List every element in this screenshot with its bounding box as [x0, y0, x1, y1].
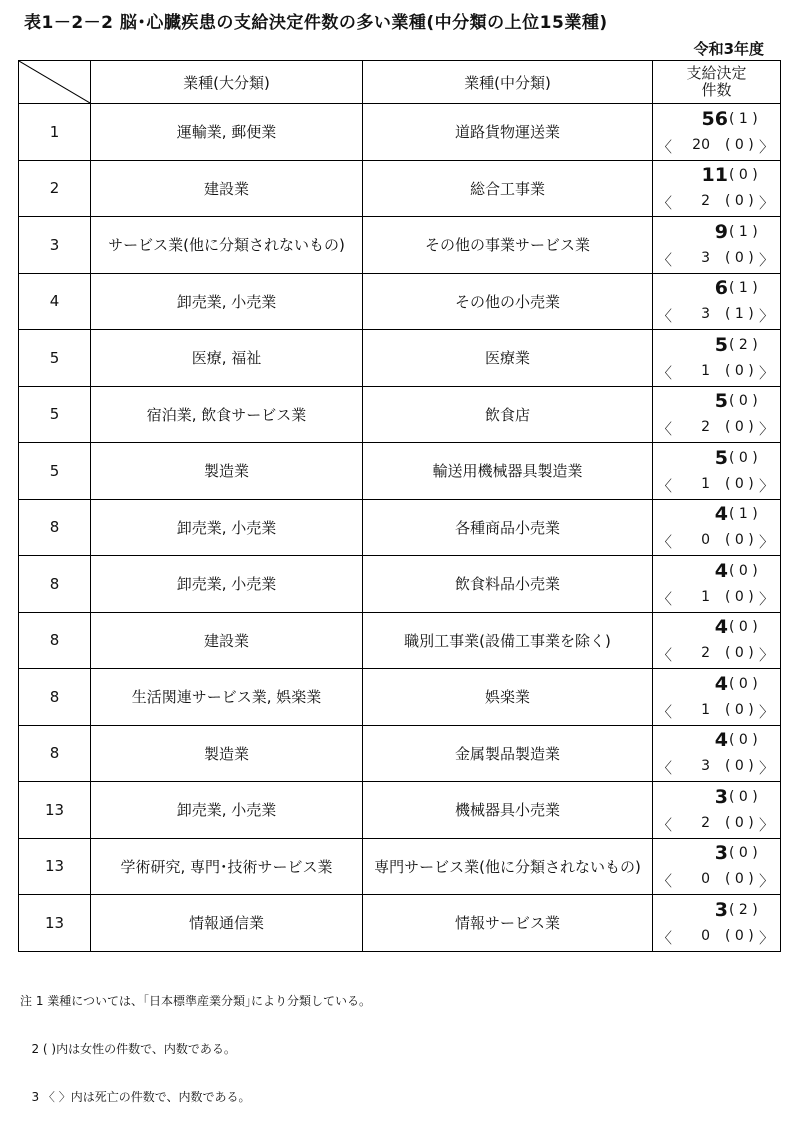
count-cell [653, 669, 781, 726]
total-count: 3 [714, 898, 728, 921]
death-bracket-close: 〉 [758, 476, 774, 495]
count-bottom-line [653, 866, 780, 892]
rank-cell: 13 [19, 782, 91, 839]
total-count: 4 [714, 503, 728, 526]
rank-cell: 5 [19, 386, 91, 443]
death-count: 0 [701, 532, 710, 549]
rank-cell: 13 [19, 895, 91, 952]
table-title: 表1－2－2 脳･心臓疾患の支給決定件数の多い業種(中分類の上位15業種) [24, 13, 608, 33]
death-bracket-close: 〉 [758, 928, 774, 947]
death-bracket-open: 〈 [657, 420, 673, 439]
count-bottom-line [653, 414, 780, 440]
major-category-cell: 生活関連サービス業, 娯楽業 [91, 669, 363, 726]
count-bottom-line [653, 753, 780, 779]
middle-category-cell: その他の小売業 [363, 273, 653, 330]
death-female-count: ( 0 ) [725, 136, 754, 153]
female-count: ( 1 ) [729, 506, 758, 523]
female-count: ( 0 ) [729, 393, 758, 410]
death-count: 1 [701, 701, 710, 718]
major-category-cell: 卸売業, 小売業 [91, 273, 363, 330]
table-row [19, 612, 781, 669]
count-cell [653, 895, 781, 952]
total-count: 5 [714, 446, 728, 469]
death-bracket-open: 〈 [657, 307, 673, 326]
death-bracket-close: 〉 [758, 872, 774, 891]
death-bracket-open: 〈 [657, 476, 673, 495]
total-count: 11 [701, 164, 728, 187]
count-top-line [653, 614, 780, 640]
death-bracket-open: 〈 [657, 533, 673, 552]
death-count: 1 [701, 588, 710, 605]
total-count: 3 [714, 785, 728, 808]
death-count: 2 [701, 814, 710, 831]
major-category-cell: サービス業(他に分類されないもの) [91, 217, 363, 274]
footnotes [20, 961, 371, 1121]
death-count: 3 [701, 306, 710, 323]
middle-category-cell: 医療業 [363, 330, 653, 387]
death-bracket-close: 〉 [758, 307, 774, 326]
rank-cell: 8 [19, 669, 91, 726]
rank-cell: 5 [19, 443, 91, 500]
death-bracket-close: 〉 [758, 250, 774, 269]
table-row [19, 104, 781, 161]
female-count: ( 0 ) [729, 845, 758, 862]
total-count: 3 [714, 842, 728, 865]
table-header-row [19, 61, 781, 104]
death-count: 20 [692, 136, 710, 153]
diagonal-line [19, 61, 90, 103]
death-female-count: ( 0 ) [725, 588, 754, 605]
death-female-count: ( 0 ) [725, 758, 754, 775]
death-female-count: ( 0 ) [725, 475, 754, 492]
count-bottom-line [653, 640, 780, 666]
corner-cell [19, 61, 91, 104]
death-female-count: ( 0 ) [725, 645, 754, 662]
count-cell [653, 330, 781, 387]
middle-category-cell: 輸送用機械器具製造業 [363, 443, 653, 500]
table-row [19, 669, 781, 726]
female-count: ( 1 ) [729, 280, 758, 297]
death-bracket-open: 〈 [657, 928, 673, 947]
table-row [19, 273, 781, 330]
female-count: ( 2 ) [729, 901, 758, 918]
table-row [19, 499, 781, 556]
total-count: 5 [714, 333, 728, 356]
count-cell [653, 612, 781, 669]
death-female-count: ( 0 ) [725, 814, 754, 831]
table-row [19, 386, 781, 443]
death-female-count: ( 0 ) [725, 419, 754, 436]
female-count: ( 0 ) [729, 788, 758, 805]
count-cell [653, 104, 781, 161]
middle-category-cell: その他の事業サービス業 [363, 217, 653, 274]
total-count: 56 [701, 107, 728, 130]
count-bottom-line [653, 584, 780, 610]
middle-category-cell: 機械器具小売業 [363, 782, 653, 839]
header-count-line1: 支給決定 [686, 64, 747, 82]
major-category-cell: 宿泊業, 飲食サービス業 [91, 386, 363, 443]
major-category-cell: 卸売業, 小売業 [91, 782, 363, 839]
count-bottom-line [653, 471, 780, 497]
count-cell [653, 217, 781, 274]
major-category-cell: 医療, 福祉 [91, 330, 363, 387]
rank-cell: 4 [19, 273, 91, 330]
female-count: ( 2 ) [729, 336, 758, 353]
header-count-line2: 件数 [701, 81, 732, 99]
rank-cell: 2 [19, 160, 91, 217]
middle-category-cell: 飲食料品小売業 [363, 556, 653, 613]
death-female-count: ( 1 ) [725, 306, 754, 323]
death-female-count: ( 0 ) [725, 871, 754, 888]
count-top-line [653, 445, 780, 471]
major-category-cell: 建設業 [91, 160, 363, 217]
count-bottom-line [653, 358, 780, 384]
count-bottom-line [653, 132, 780, 158]
header-count [653, 61, 781, 104]
death-female-count: ( 0 ) [725, 193, 754, 210]
death-female-count: ( 0 ) [725, 249, 754, 266]
table-row [19, 330, 781, 387]
header-middle-category: 業種(中分類) [363, 61, 653, 104]
middle-category-cell: 職別工事業(設備工事業を除く) [363, 612, 653, 669]
total-count: 6 [714, 277, 728, 300]
death-bracket-open: 〈 [657, 702, 673, 721]
middle-category-cell: 情報サービス業 [363, 895, 653, 952]
death-count: 2 [701, 645, 710, 662]
header-major-category: 業種(大分類) [91, 61, 363, 104]
rank-cell: 8 [19, 499, 91, 556]
rank-cell: 5 [19, 330, 91, 387]
death-bracket-open: 〈 [657, 194, 673, 213]
female-count: ( 0 ) [729, 732, 758, 749]
count-top-line [653, 275, 780, 301]
death-female-count: ( 0 ) [725, 701, 754, 718]
count-cell [653, 499, 781, 556]
rank-cell: 1 [19, 104, 91, 161]
rank-cell: 8 [19, 612, 91, 669]
count-cell [653, 273, 781, 330]
total-count: 4 [714, 729, 728, 752]
female-count: ( 0 ) [729, 675, 758, 692]
middle-category-cell: 金属製品製造業 [363, 725, 653, 782]
middle-category-cell: 総合工事業 [363, 160, 653, 217]
footnote-2: 2 ( )内は女性の件数で、内数である。 [20, 1042, 236, 1056]
table-row [19, 556, 781, 613]
count-top-line [653, 162, 780, 188]
count-cell [653, 725, 781, 782]
middle-category-cell: 各種商品小売業 [363, 499, 653, 556]
female-count: ( 1 ) [729, 223, 758, 240]
death-bracket-open: 〈 [657, 250, 673, 269]
count-cell [653, 782, 781, 839]
fiscal-year-label: 令和3年度 [693, 40, 764, 58]
female-count: ( 0 ) [729, 619, 758, 636]
death-count: 2 [701, 419, 710, 436]
table-row [19, 160, 781, 217]
death-bracket-open: 〈 [657, 759, 673, 778]
industry-table [18, 60, 781, 952]
female-count: ( 0 ) [729, 449, 758, 466]
death-bracket-close: 〉 [758, 815, 774, 834]
death-bracket-open: 〈 [657, 589, 673, 608]
table-row [19, 725, 781, 782]
death-bracket-close: 〉 [758, 646, 774, 665]
death-bracket-close: 〉 [758, 137, 774, 156]
count-top-line [653, 671, 780, 697]
count-bottom-line [653, 245, 780, 271]
major-category-cell: 運輸業, 郵便業 [91, 104, 363, 161]
major-category-cell: 製造業 [91, 725, 363, 782]
rank-cell: 3 [19, 217, 91, 274]
table-row [19, 217, 781, 274]
major-category-cell: 情報通信業 [91, 895, 363, 952]
death-female-count: ( 0 ) [725, 532, 754, 549]
count-top-line [653, 388, 780, 414]
rank-cell: 8 [19, 725, 91, 782]
death-count: 0 [701, 871, 710, 888]
footnote-1: 注 1 業種については、｢日本標準産業分類｣により分類している。 [20, 994, 372, 1008]
major-category-cell: 卸売業, 小売業 [91, 499, 363, 556]
major-category-cell: 製造業 [91, 443, 363, 500]
middle-category-cell: 道路貨物運送業 [363, 104, 653, 161]
count-top-line [653, 727, 780, 753]
table-row [19, 838, 781, 895]
table-row [19, 443, 781, 500]
major-category-cell: 建設業 [91, 612, 363, 669]
death-count: 1 [701, 362, 710, 379]
count-cell [653, 838, 781, 895]
count-cell [653, 556, 781, 613]
count-bottom-line [653, 301, 780, 327]
death-bracket-close: 〉 [758, 759, 774, 778]
death-count: 0 [701, 927, 710, 944]
death-count: 3 [701, 758, 710, 775]
count-top-line [653, 897, 780, 923]
middle-category-cell: 専門サービス業(他に分類されないもの) [363, 838, 653, 895]
count-bottom-line [653, 697, 780, 723]
death-bracket-close: 〉 [758, 194, 774, 213]
death-bracket-open: 〈 [657, 872, 673, 891]
count-bottom-line [653, 923, 780, 949]
middle-category-cell: 娯楽業 [363, 669, 653, 726]
count-top-line [653, 558, 780, 584]
death-female-count: ( 0 ) [725, 927, 754, 944]
count-top-line [653, 106, 780, 132]
death-count: 3 [701, 249, 710, 266]
death-bracket-open: 〈 [657, 363, 673, 382]
total-count: 9 [714, 220, 728, 243]
death-bracket-close: 〉 [758, 533, 774, 552]
table-row [19, 782, 781, 839]
count-top-line [653, 784, 780, 810]
death-bracket-close: 〉 [758, 702, 774, 721]
middle-category-cell: 飲食店 [363, 386, 653, 443]
major-category-cell: 学術研究, 専門･技術サービス業 [91, 838, 363, 895]
death-bracket-close: 〉 [758, 420, 774, 439]
death-bracket-open: 〈 [657, 137, 673, 156]
count-top-line [653, 501, 780, 527]
major-category-cell: 卸売業, 小売業 [91, 556, 363, 613]
female-count: ( 0 ) [729, 167, 758, 184]
count-cell [653, 160, 781, 217]
count-top-line [653, 840, 780, 866]
death-count: 1 [701, 475, 710, 492]
footnote-3: 3 〈 〉内は死亡の件数で、内数である。 [20, 1090, 251, 1104]
total-count: 5 [714, 390, 728, 413]
death-bracket-close: 〉 [758, 363, 774, 382]
count-cell [653, 386, 781, 443]
count-bottom-line [653, 810, 780, 836]
total-count: 4 [714, 559, 728, 582]
female-count: ( 0 ) [729, 562, 758, 579]
count-bottom-line [653, 188, 780, 214]
rank-cell: 8 [19, 556, 91, 613]
female-count: ( 1 ) [729, 110, 758, 127]
total-count: 4 [714, 616, 728, 639]
death-bracket-close: 〉 [758, 589, 774, 608]
death-bracket-open: 〈 [657, 646, 673, 665]
count-top-line [653, 332, 780, 358]
death-count: 2 [701, 193, 710, 210]
count-cell [653, 443, 781, 500]
death-bracket-open: 〈 [657, 815, 673, 834]
total-count: 4 [714, 672, 728, 695]
rank-cell: 13 [19, 838, 91, 895]
count-top-line [653, 219, 780, 245]
death-female-count: ( 0 ) [725, 362, 754, 379]
table-row [19, 895, 781, 952]
count-bottom-line [653, 527, 780, 553]
